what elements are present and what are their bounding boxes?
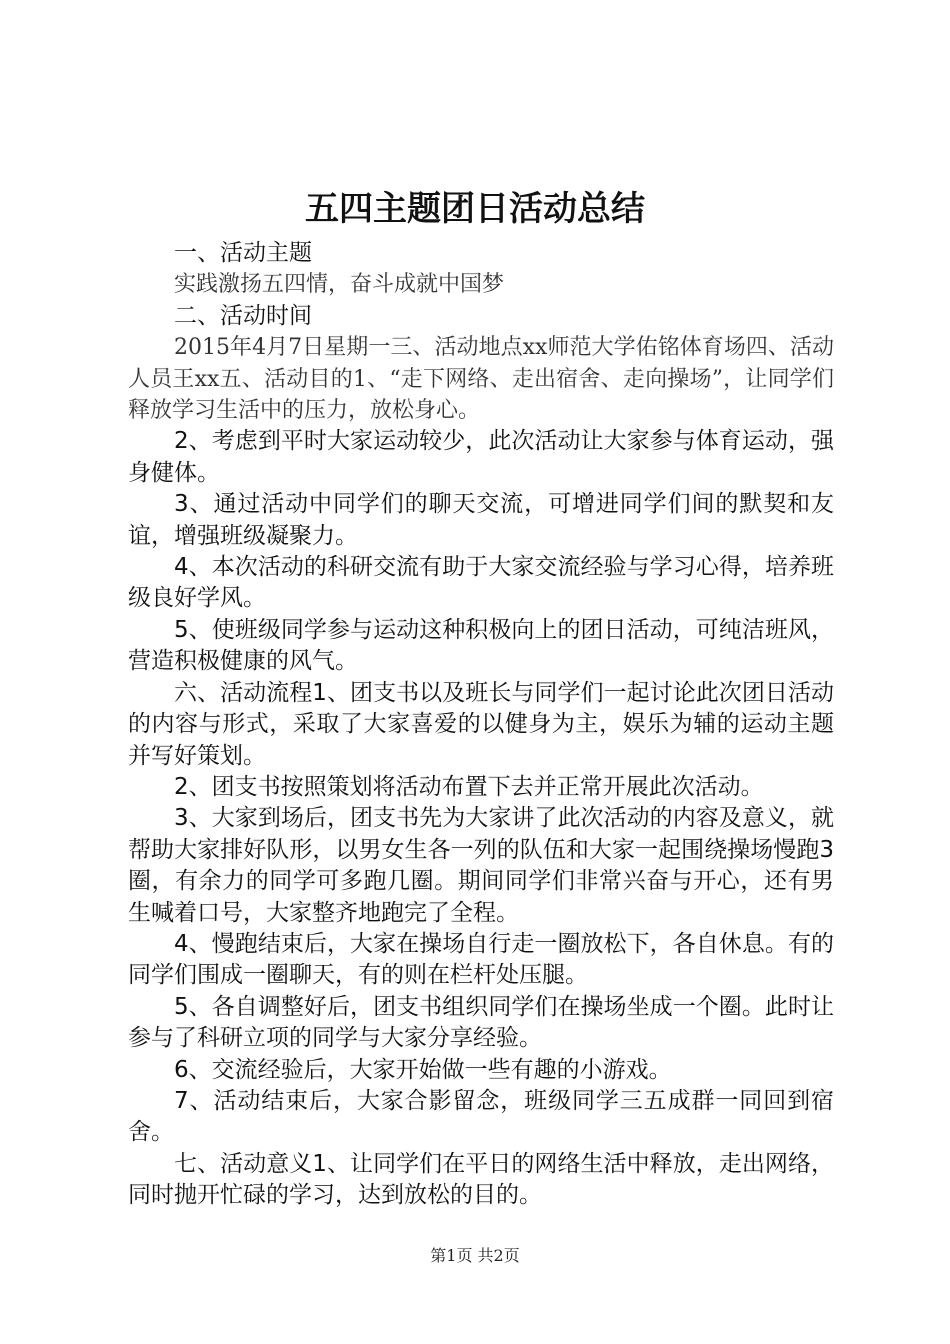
- purpose-item-4: 4、本次活动的科研交流有助于大家交流经验与学习心得，培养班级良好学风。: [128, 554, 834, 612]
- process-item-5: 5、各自调整好后，团支书组织同学们在操场坐成一个圈。此时让参与了科研立项的同学与大家分享经验。: [128, 993, 834, 1052]
- process-item-6: 6、交流经验后，大家开始做一些有趣的小游戏。: [174, 1056, 672, 1083]
- purpose-item-3: 3、通过活动中同学们的聊天交流，可增进同学们间的默契和友谊，增强班级凝聚力。: [128, 491, 834, 549]
- purpose-item-5: 5、使班级同学参与运动这种积极向上的团日活动，可纯洁班风，营造积极健康的风气。: [128, 616, 834, 675]
- section-heading-time: 二、活动时间: [174, 302, 312, 329]
- process-item-2: 2、团支书按照策划将活动布置下去并正常开展此次活动。: [174, 773, 764, 800]
- process-item-7: 7、活动结束后，大家合影留念，班级同学三五成群一同回到宿舍。: [128, 1087, 834, 1146]
- page-title: 五四主题团日活动总结: [305, 189, 645, 229]
- process-item-3: 3、大家到场后，团支书先为大家讲了此次活动的内容及意义，就帮助大家排好队形，以男女生各一列的队伍和大家一起围绕操场慢跑3圈，有余力的同学可多跑几圈。期间同学们非常兴奋与开心，还有男生喊着口号，大家整齐地跑完了全程。: [128, 805, 834, 926]
- significance-item-1: 七、活动意义1、让同学们在平日的网络生活中释放，走出网络，同时抛开忙碌的学习，达到放松的目的。: [128, 1150, 834, 1209]
- purpose-item-2: 2、考虑到平时大家运动较少，此次活动让大家参与体育运动，强身健体。: [128, 428, 834, 486]
- theme-text: 实践激扬五四情，奋斗成就中国梦: [174, 272, 505, 298]
- process-item-1: 六、活动流程1、团支书以及班长与同学们一起讨论此次团日活动的内容与形式，采取了大家喜爱的以健身为主，娱乐为辅的运动主题并写好策划。: [128, 679, 834, 769]
- process-item-4: 4、慢跑结束后，大家在操场自行走一圈放松下，各自休息。有的同学们围成一圈聊天，有的则在栏杆处压腿。: [128, 930, 834, 989]
- document-body: [128, 238, 834, 1212]
- section-heading-theme: 一、活动主题: [174, 240, 312, 266]
- time-location-purpose-paragraph: 2015年4月7日星期一三、活动地点xx师范大学佑铭体育场四、活动人员王xx五、活动目的1、“走下网络、走出宿舍、走向操场”，让同学们释放学习生活中的压力，放松身心。: [128, 335, 834, 424]
- page-footer: 第1页 共2页: [430, 1246, 520, 1265]
